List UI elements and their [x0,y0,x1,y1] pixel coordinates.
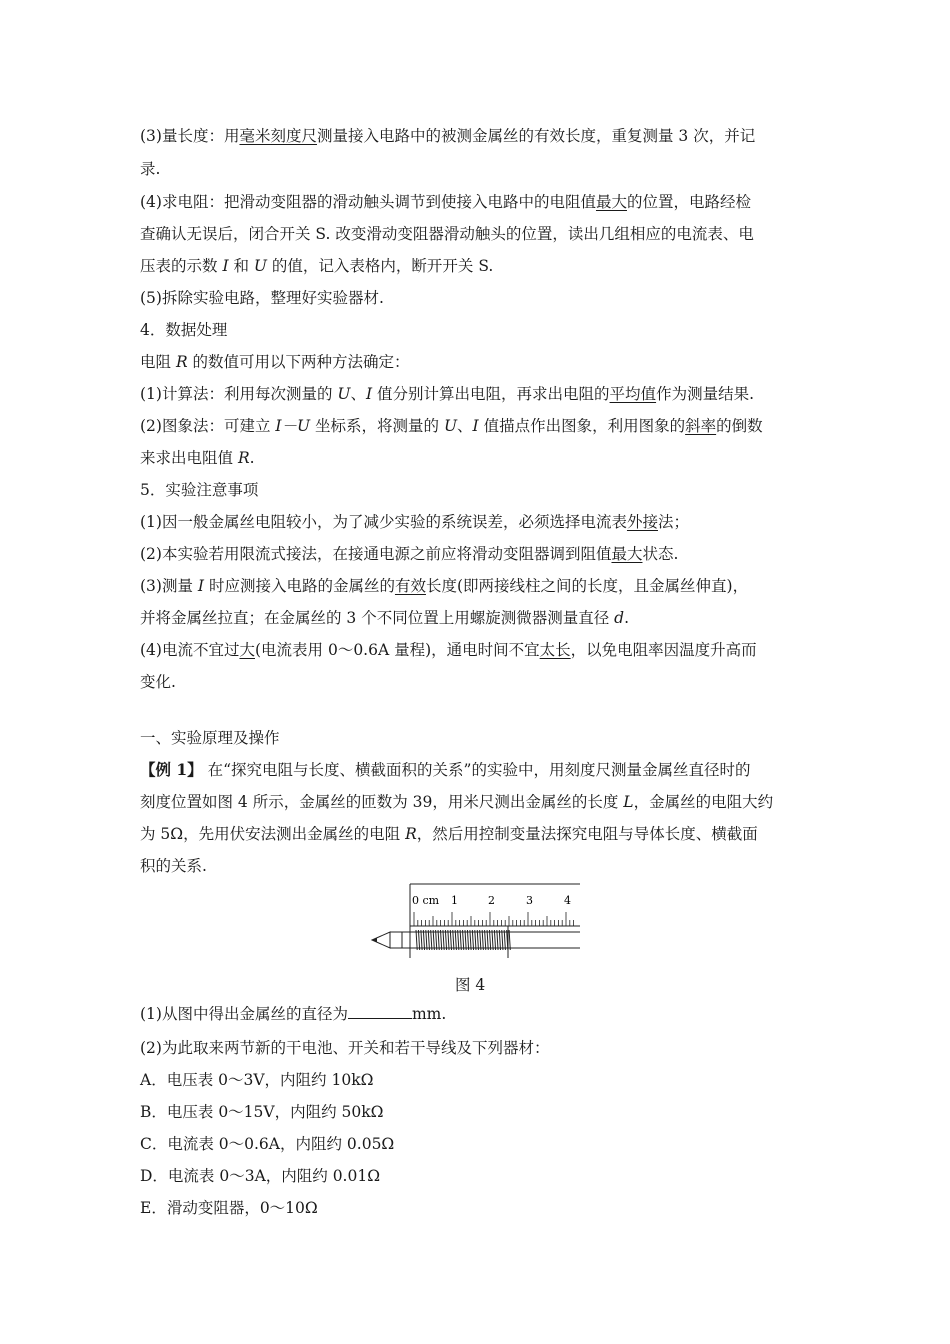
symbol-i: I [472,417,479,435]
coil-turn [438,930,439,950]
coil-turn [477,930,478,950]
ruler-label-3: 3 [526,894,533,907]
text: (1)因一般金属丝电阻较小，为了减少实验的系统误差，必须选择电流表 [140,513,627,531]
coil-turn [441,930,442,950]
coil-turn [472,930,473,950]
coil-turn [470,930,471,950]
text: 法； [657,513,689,531]
ruler-label-2: 2 [488,894,495,907]
text: 长度(即两接线柱之间的长度，且金属丝伸直)， [425,577,749,595]
underlined-answer: 外接 [626,513,658,531]
coil-turn [490,930,491,950]
underlined-answer: 太长 [539,641,571,659]
coil-turn [463,930,464,950]
text: 电阻 [140,353,176,371]
text: ，然后用控制变量法探究电阻与导体长度、横截面 [416,825,758,843]
coil-turn [480,930,481,950]
note-3-line-1 [140,576,820,596]
underlined-answer: 大 [239,641,255,659]
coil-turn [509,930,510,950]
coil-turn [445,930,446,950]
ruler-wire-figure [368,880,584,960]
text: (1)计算法：利用每次测量的 [140,385,338,403]
text: 的位置，电路经检 [626,193,751,211]
text: 为 5Ω，先用伏安法测出金属丝的电阻 [140,825,406,843]
text: 坐标系，将测量的 [310,417,444,435]
text: 的倒数 [716,417,763,435]
text: mm. [411,1005,447,1023]
coil-turn [460,930,461,950]
symbol-d: d [614,609,625,627]
symbol-r: R [175,353,188,371]
option-c: C．电流表 0～0.6A，内阻约 0.05Ω [140,1135,395,1153]
coil-turn [467,930,468,950]
text: (4)求电阻：把滑动变阻器的滑动触头调节到使接入电路中的电阻值 [140,193,596,211]
text: ，以免电阻率因温度升高而 [570,641,757,659]
coil-turn [499,930,500,950]
text: 的数值可用以下两种方法确定： [187,353,410,371]
step-4-line-2: 查确认无误后，闭合开关 S. 改变滑动变阻器滑动触头的位置，读出几组相应的电流表、电 [140,225,754,243]
coil-turn [426,930,427,950]
symbol-r: R [237,449,250,467]
text: 时应测接入电路的金属丝的 [204,577,395,595]
option-d: D．电流表 0～3A，内阻约 0.01Ω [140,1167,381,1185]
coil-turn [428,930,429,950]
text: 值分别计算出电阻，再求出电阻的 [372,385,610,403]
ruler-label-1: 1 [451,894,458,907]
option-b: B．电压表 0～15V，内阻约 50kΩ [140,1103,384,1121]
ruler-label-4: 4 [564,894,571,907]
text: 在“探究电阻与长度、横截面积的关系”的实验中，用刻度尺测量金属丝直径时的 [202,761,751,779]
symbol-u: U [337,385,351,403]
coil-turn [504,930,505,950]
note-4-line-2: 变化. [140,673,176,691]
coil-turn [465,930,466,950]
coil-turn [418,930,419,950]
coil-turn [448,930,449,950]
coil-turn [455,930,456,950]
section-5-heading: 5．实验注意事项 [140,481,259,499]
text: (4)电流不宜过 [140,641,240,659]
underlined-answer: 有效 [394,577,426,595]
symbol-iu: I－U [275,417,311,435]
coil-turn [487,930,488,950]
underlined-answer: 毫米刻度尺 [239,127,317,145]
text: (2)本实验若用限流式接法，在接通电源之前应将滑动变阻器调到阻值 [140,545,612,563]
step-3-line-2: 录. [140,160,161,178]
text: (电流表用 0～0.6A 量程)，通电时间不宜 [254,641,540,659]
coil-turn [458,930,459,950]
text: . [249,449,255,467]
text: 作为测量结果. [656,385,754,403]
figure-caption: 图 4 [455,976,486,994]
underlined-answer: 最大 [611,545,643,563]
option-a: A．电压表 0～3V，内阻约 10kΩ [140,1071,374,1089]
symbol-i: I [365,385,373,403]
coil-turn [494,930,495,950]
underlined-answer: 平均值 [609,385,657,403]
text: (3)量长度：用 [140,127,240,145]
coil-turn [433,930,434,950]
ruler-label-0: 0 cm [412,894,440,907]
note-4-line-1 [140,640,820,660]
example-line-3 [140,824,820,844]
example-line-1 [140,760,820,780]
example-line-4: 积的关系. [140,857,207,875]
text: 值描点作出图象，利用图象的 [478,417,686,435]
answer-blank[interactable] [348,1004,412,1019]
wire-coil [416,930,510,950]
symbol-u: U [253,257,267,275]
text: (3)测量 [140,577,198,595]
text: 状态. [642,545,679,563]
symbol-l: L [623,793,634,811]
coil-turn [497,930,498,950]
text: 并将金属丝拉直；在金属丝的 3 个不同位置上用螺旋测微器测量直径 [140,609,615,627]
step-5: (5)拆除实验电路，整理好实验器材. [140,289,384,307]
option-e: E．滑动变阻器，0～10Ω [140,1199,318,1217]
note-3-line-2 [140,608,820,628]
method-1 [140,384,820,404]
example-tag: 【例 1】 [140,760,203,779]
text: 刻度位置如图 4 所示，金属丝的匝数为 39，用米尺测出金属丝的长度 [140,793,624,811]
ruler-ticks [414,912,574,926]
text: ，金属丝的电阻大约 [633,793,774,811]
text: 、 [457,417,473,435]
part-1-heading: 一、实验原理及操作 [140,729,280,747]
underlined-answer: 最大 [595,193,627,211]
step-3-line-1 [140,126,820,146]
coil-turn [423,930,424,950]
text: (2)图象法：可建立 [140,417,276,435]
text: (1)从图中得出金属丝的直径为 [140,1005,348,1023]
note-1 [140,512,820,532]
method-2-line-1 [140,416,820,436]
text: 和 [228,257,254,275]
text: 测量接入电路中的被测金属丝的有效长度，重复测量 3 次，并记 [316,127,756,145]
coil-turn [436,930,437,950]
text: 来求出电阻值 [140,449,238,467]
coil-turn [450,930,451,950]
coil-turn [482,930,483,950]
symbol-i: I [222,257,229,275]
example-line-2 [140,792,820,812]
coil-turn [475,930,476,950]
question-1 [140,1004,820,1024]
coil-turn [453,930,454,950]
step-4-line-1 [140,192,820,212]
text: 压表的示数 [140,257,223,275]
symbol-r: R [405,825,417,843]
underlined-answer: 斜率 [685,417,717,435]
symbol-u: U [443,417,458,435]
text: 的值，记入表格内，断开开关 S. [267,257,494,275]
method-2-line-2 [140,448,820,468]
section-4-intro [140,352,820,372]
coil-turn [431,930,432,950]
coil-turn [443,930,444,950]
step-4-line-3 [140,256,820,276]
coil-turn [421,930,422,950]
symbol-i: I [197,577,205,595]
coil-turn [492,930,493,950]
coil-turn [485,930,486,950]
question-2: (2)为此取来两节新的干电池、开关和若干导线及下列器材： [140,1039,550,1057]
coil-turn [502,930,503,950]
text: 、 [350,385,366,403]
section-4-heading: 4．数据处理 [140,321,228,339]
text: . [624,609,630,627]
coil-turn [416,930,417,950]
note-2 [140,544,820,564]
